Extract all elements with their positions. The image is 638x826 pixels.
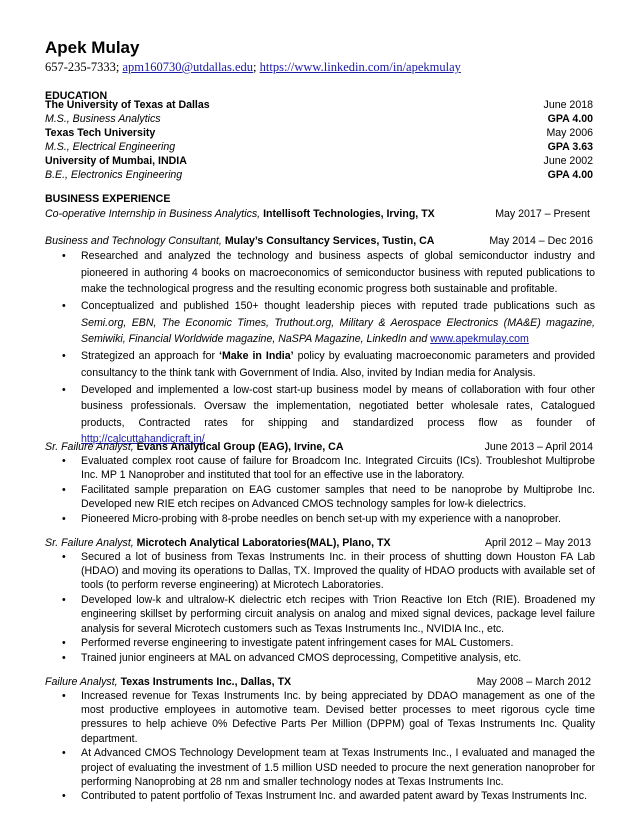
website-link[interactable]: http://calcuttahandicraft.in/ xyxy=(81,433,205,445)
bullet-item: • Pioneered Micro-probing with 8-probe needles on bench set-up with my experience with a nanoprober. xyxy=(45,512,595,526)
job-company: Mulay’s Consultancy Services, Tustin, CA xyxy=(224,235,435,247)
job-role: Sr. Failure Analyst, xyxy=(45,441,137,453)
candidate-name: Apek Mulay xyxy=(45,38,140,57)
gpa: GPA 4.00 xyxy=(547,113,593,125)
education-heading: EDUCATION xyxy=(45,90,108,102)
job-company: Intellisoft Technologies, Irving, TX xyxy=(263,208,435,220)
bullet-item: • Developed low-k and ultralow-K dielectric etch recipes with Trion Reactive Ion Etch (RIE). Broadened my engineering skillset by performing circuit analysis on analog and mixed signal devices, package level failure analysis for several Microtech customers such as Texas Instruments Inc., NVIDIA Inc., etc. xyxy=(45,593,595,636)
bullet-item: • Performed reverse engineering to investigate patent infringement cases for MAL Customers. xyxy=(45,636,595,650)
contact-separator: ; xyxy=(253,60,260,74)
job-bullets xyxy=(45,689,595,804)
job-role: Co-operative Internship in Business Analytics, xyxy=(45,208,264,220)
job-dates: May 2017 – Present xyxy=(495,208,590,220)
bullet-item: • Contributed to patent portfolio of Texas Instrument Inc. and awarded patent award by Texas Instruments Inc. xyxy=(45,789,595,803)
graduation-date: June 2018 xyxy=(543,99,593,111)
bullet-item: • Trained junior engineers at MAL on advanced CMOS deprocessing, Competitive analysis, etc. xyxy=(45,651,595,665)
job-dates: May 2008 – March 2012 xyxy=(476,676,591,688)
job-role: Business and Technology Consultant, xyxy=(45,235,225,247)
school-name: University of Mumbai, INDIA xyxy=(45,155,187,167)
job-company: Texas Instruments Inc., Dallas, TX xyxy=(120,676,292,688)
email-link[interactable]: apm160730@utdallas.edu xyxy=(122,60,254,74)
gpa: GPA 4.00 xyxy=(547,169,593,181)
school-name: The University of Texas at Dallas xyxy=(45,99,210,111)
contact-line xyxy=(45,60,461,75)
bullet-item: • At Advanced CMOS Technology Development team at Texas Instruments Inc., I evaluated and managed the project of evaluating the investment of 1.5 million USD needed to procure the next generation nanoprober for performing Nanoprobing at 28 nm and smaller technology nodes at Texas Instruments Inc. xyxy=(45,746,595,789)
bullet-item: • Conceptualized and published 150+ thought leadership pieces with reputed trade publications such as Semi.org, EBN, The Economic Times, Truthout.org, Military & Aerospace Electronics (MA&E) magazine, Semiwiki, Financial Worldwide magazine, NaSPA Magazine, LinkedIn and www.apekmulay.com xyxy=(45,298,595,348)
degree: B.E., Electronics Engineering xyxy=(45,169,183,181)
graduation-date: June 2002 xyxy=(543,155,593,167)
gpa: GPA 3.63 xyxy=(547,141,593,153)
job-company: Microtech Analytical Laboratories(MAL), Plano, TX xyxy=(136,537,391,549)
degree: M.S., Electrical Engineering xyxy=(45,141,176,153)
school-name: Texas Tech University xyxy=(45,127,156,139)
job-dates: May 2014 – Dec 2016 xyxy=(489,235,593,247)
job-dates: June 2013 – April 2014 xyxy=(484,441,593,453)
bullet-item: • Developed and implemented a low-cost start-up business model by means of collaboration with four other business professionals. Oversaw the implementation, negotiated better wholesale rates, Catalogued products, Contracted rates for shipping and standardized process flow as founder of http://calcuttahandicraft.in/ xyxy=(45,382,595,448)
job-bullets xyxy=(45,454,595,527)
bullet-item: • Researched and analyzed the technology and business aspects of global semiconductor industry and pioneered in authoring 4 books on macroeconomics of semiconductor business with reputed publications to make the technological progress and the resulting economic progress both sustainable and profitable. xyxy=(45,248,595,298)
linkedin-link[interactable]: https://www.linkedin.com/in/apekmulay xyxy=(259,60,461,74)
job-bullets xyxy=(45,550,595,666)
job-role: Sr. Failure Analyst, xyxy=(45,537,137,549)
phone: 657-235-7333; xyxy=(45,60,123,74)
bullet-item: • Evaluated complex root cause of failure for Broadcom Inc. Integrated Circuits (ICs). Troubleshot Multiprobe Inc. MP 1 Nanoprober and instituted that tool for an effective use in the laboratory. xyxy=(45,454,595,482)
job-role: Failure Analyst, xyxy=(45,676,121,688)
job-bullets xyxy=(45,248,595,448)
experience-heading: BUSINESS EXPERIENCE xyxy=(45,193,171,205)
job-company: Evans Analytical Group (EAG), Irvine, CA xyxy=(136,441,344,453)
bullet-item: • Facilitated sample preparation on EAG customer samples that need to be nanoprobe by Multiprobe Inc. Developed new RIE etch recipes on Advanced CMOS technology samples for low-k dielectrics. xyxy=(45,483,595,511)
bullet-item: • Strategized an approach for ‘Make in India’ policy by evaluating macroeconomic parameters and provided consultancy to the think tank with Government of India. Also, invited by Indian media for Analysis. xyxy=(45,348,595,381)
degree: M.S., Business Analytics xyxy=(45,113,161,125)
bullet-item: • Increased revenue for Texas Instruments Inc. by being appreciated by DDAO management as one of the most productive employees in automotive team. Devised better processes to meet rigorous cycle time pressures to help achieve 0% Defective Parts Per Million (DPPM) goal of Texas Instruments Inc. Quality department. xyxy=(45,689,595,746)
website-link[interactable]: www.apekmulay.com xyxy=(430,333,529,345)
job-dates: April 2012 – May 2013 xyxy=(484,537,591,549)
bullet-item: • Secured a lot of business from Texas Instruments Inc. in their process of shutting down Houston FA Lab (HDAO) and moving its operations to Dallas, TX. Improved the quality of HDAO products with available set of tools (to perform reverse engineering) at Microtech Laboratories. xyxy=(45,550,595,593)
graduation-date: May 2006 xyxy=(546,127,593,139)
